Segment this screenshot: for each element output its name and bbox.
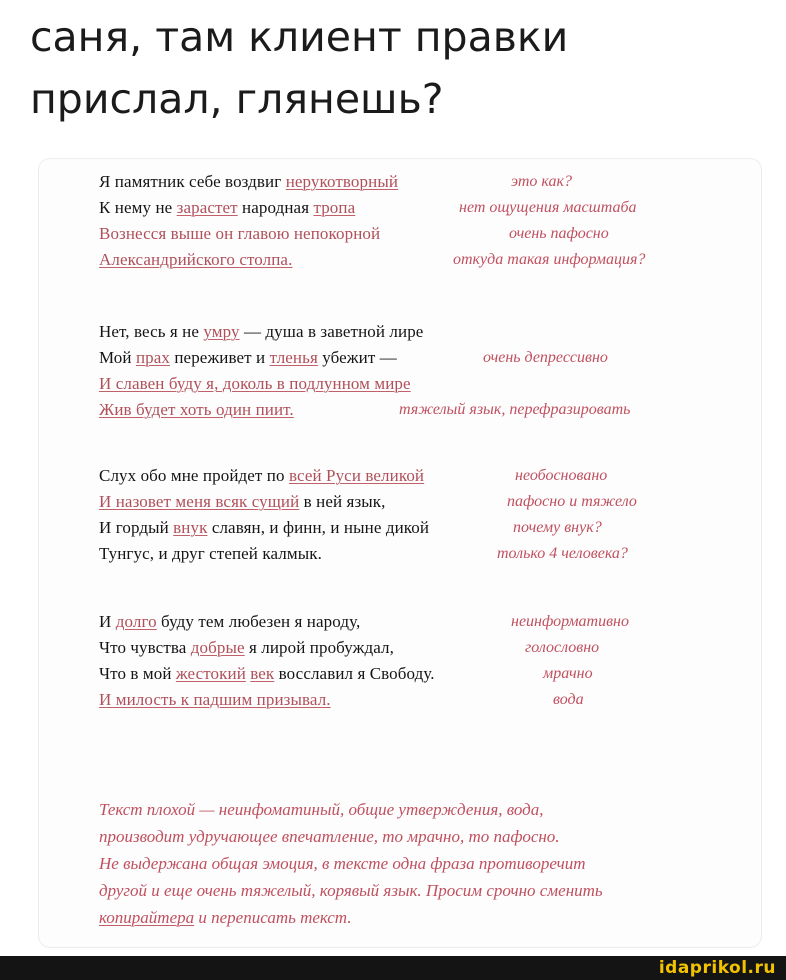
review-summary-line: производит удручающее впечатление, то мрачно, то пафосно. [99,827,560,846]
poem-edit-mark: И славен буду я, доколь в подлунном мире [99,374,411,393]
poem-line [99,399,294,421]
poem-edit-mark: Вознесся выше он главою непокорной [99,224,381,243]
poem-line [99,223,380,245]
poem-line [99,465,424,487]
margin-note: откуда такая информация? [453,251,646,268]
poem-line [99,543,322,565]
caption-line-2: прислал, глянешь? [30,75,444,123]
caption-line-1: саня, там клиент правки [30,13,569,61]
poem-text: народная [237,198,314,217]
poem-text: И [99,612,116,631]
poem-text: Тунгус, и друг степей калмык. [99,544,322,563]
document-sheet [38,158,762,948]
poem-line [99,197,355,219]
poem-line [99,689,331,711]
poem-line [99,611,360,633]
review-edit-mark: копирайтера [99,908,195,927]
poem-edit-mark: век [250,664,275,683]
poem-text: Я памятник себе воздвиг [99,172,286,191]
margin-note: голословно [525,639,600,656]
poem-text: — душа в заветной лире [239,322,424,341]
poem-edit-mark: Жив будет хоть один пиит. [99,400,294,419]
margin-note: тяжелый язык, перефразировать [399,401,631,418]
poem-text: переживет и [170,348,270,367]
poem-line [99,347,397,369]
poem-edit-mark: всей Руси великой [288,466,425,485]
review-text: и переписать текст. [194,908,352,927]
poem-edit-mark: добрые [190,638,245,657]
poem-text: Что чувства [99,638,191,657]
poem-edit-mark: жестокий [175,664,246,683]
poem-edit-mark: зарастет [176,198,238,217]
review-summary-line [99,907,352,929]
margin-note: только 4 человека? [497,545,628,562]
poem-text: в ней язык, [299,492,386,511]
poem-text: Что в мой [99,664,176,683]
margin-note: очень депрессивно [483,349,608,366]
poem-line [99,321,423,343]
poem-text: славян, и финн, и ныне дикой [207,518,430,537]
poem-edit-mark: внук [173,518,208,537]
poem-line [99,517,429,539]
margin-note: нет ощущения масштаба [459,199,637,216]
poem-edit-mark: Александрийского столпа. [99,250,293,269]
poem-edit-mark: И назовет меня всяк сущий [99,492,300,511]
margin-note: почему внук? [513,519,602,536]
poem-line [99,663,435,685]
poem-edit-mark: долго [115,612,157,631]
margin-note: мрачно [543,665,593,682]
site-watermark: idaprikol.ru [658,958,776,978]
review-summary-line: Не выдержана общая эмоция, в тексте одна фраза противоречит [99,854,586,873]
poem-text: И гордый [99,518,174,537]
poem-text: я лирой пробуждал, [244,638,394,657]
poem-line [99,491,386,513]
margin-note: пафосно и тяжело [507,493,637,510]
margin-note: очень пафосно [509,225,609,242]
poem-text: убежит — [317,348,397,367]
margin-note: это как? [511,173,572,190]
poem-text: Нет, весь я не [99,322,204,341]
poem-text: восславил я Свободу. [274,664,435,683]
poem-edit-mark: тленья [269,348,318,367]
margin-note: неинформативно [511,613,629,630]
poem-line [99,637,394,659]
poem-text: Мой [99,348,136,367]
poem-edit-mark: умру [203,322,240,341]
poem-text: буду тем любезен я народу, [156,612,361,631]
poem-text: Слух обо мне пройдет по [99,466,289,485]
poem-line [99,373,411,395]
meme-caption [30,6,770,130]
review-summary-line: другой и еще очень тяжелый, корявый язык. Просим срочно сменить [99,881,603,900]
poem-edit-mark: нерукотворный [285,172,399,191]
poem-edit-mark: И милость к падшим призывал. [99,690,331,709]
margin-note: необосновано [515,467,608,484]
review-summary-line: Текст плохой — неинфоматиный, общие утверждения, вода, [99,800,544,819]
poem-edit-mark: прах [135,348,170,367]
poem-edit-mark: тропа [313,198,356,217]
poem-line [99,171,398,193]
poem-text: К нему не [99,198,177,217]
poem-line [99,249,292,271]
margin-note: вода [553,691,584,708]
